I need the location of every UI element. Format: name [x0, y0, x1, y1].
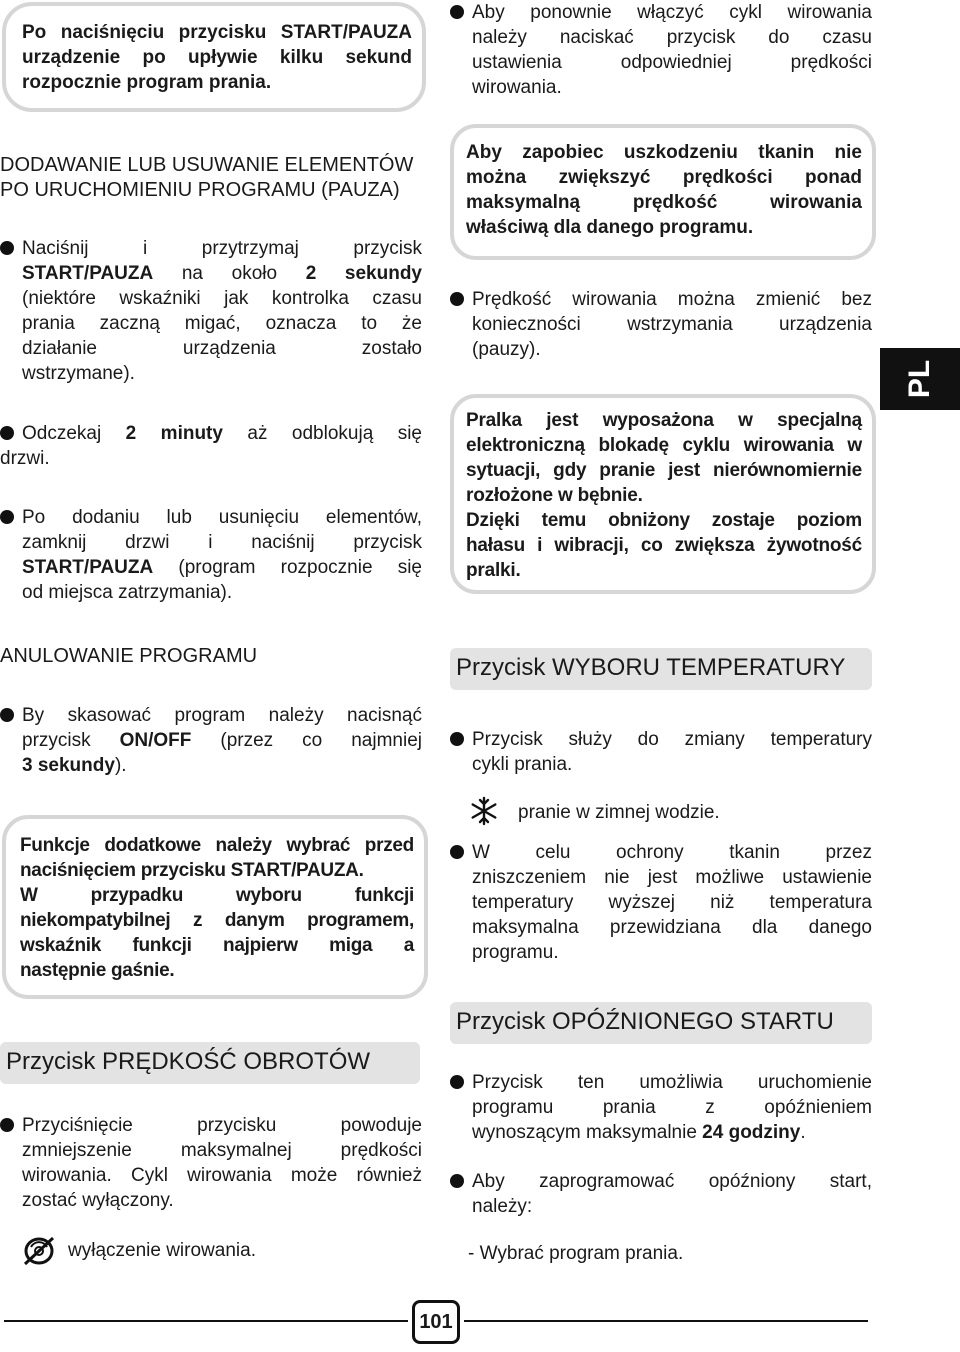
cold-wash-label: pranie w zimnej wodzie.	[518, 802, 720, 823]
bullet-icon	[0, 241, 14, 255]
bullet-icon	[0, 708, 14, 722]
delay-step-1: - Wybrać program prania.	[468, 1243, 684, 1264]
delay-heading: Przycisk OPÓŹNIONEGO STARTU	[450, 1002, 872, 1044]
footer-line-right	[464, 1320, 868, 1322]
speed-heading: Przycisk PRĘDKOŚĆ OBROTÓW	[0, 1042, 420, 1084]
language-tab: PL	[880, 348, 960, 410]
page-number: 101	[412, 1300, 460, 1344]
close-door-bullet: Po dodaniu lub usunięciu elementów, zamknij drzwi i naciśnij przycisk START/PAUZA (program rozpocznie się od miejsca zatrzymania).	[0, 505, 422, 605]
temperature-limit-bullet: W celu ochrony tkanin przez zniszczeniem nie jest możliwe ustawienie temperatury wyższej niż temperatura maksymalna przewidziana dla danego programu.	[450, 840, 872, 965]
start-info-box	[2, 2, 426, 112]
no-spin-icon	[22, 1236, 56, 1266]
bullet-icon	[0, 510, 14, 524]
delay-program-bullet: Aby zaprogramować opóźniony start, należy:	[450, 1169, 872, 1219]
start-info-text: Po naciśnięciu przycisku START/PAUZA urządzenie po upływie kilku sekund rozpocznie program prania.	[22, 22, 412, 93]
no-spin-label: wyłączenie wirowania.	[68, 1240, 256, 1261]
wait-door-bullet: Odczekaj 2 minuty aż odblokują się drzwi.	[0, 423, 422, 469]
footer-line-left	[4, 1320, 408, 1322]
unbalance-box: Pralka jest wyposażona w specjalną elektroniczną blokadę cyklu wirowania w sytuacji, gdy pranie jest nierównomiernie rozłożone w bębnie. Dzięki temu obniżony zostaje poziom hałasu i wibracji, co zwiększa żywotność pralki.	[450, 394, 876, 594]
bullet-icon	[0, 1118, 14, 1132]
restart-spin-bullet: Aby ponownie włączyć cykl wirowania należy naciskać przycisk do czasu ustawienia odpowiedniej prędkości wirowania.	[450, 0, 872, 100]
bullet-icon	[450, 1075, 464, 1089]
cancel-heading: ANULOWANIE PROGRAMU	[0, 645, 258, 667]
delay-bullet: Przycisk ten umożliwia uruchomienie programu prania z opóźnieniem wynoszącym maksymalnie 24 godziny.	[450, 1070, 872, 1145]
temperature-heading: Przycisk WYBORU TEMPERATURY	[450, 648, 872, 690]
add-remove-heading: DODAWANIE LUB USUWANIE ELEMENTÓW PO URUCHOMIENIU PROGRAMU (PAUZA)	[0, 154, 414, 201]
extra-functions-box: Funkcje dodatkowe należy wybrać przed naciśnięciem przycisku START/PAUZA. W przypadku wyboru funkcji niekompatybilnej z danym programem, wskaźnik funkcji najpierw miga a następnie gaśnie.	[2, 815, 428, 999]
temperature-bullet: Przycisk służy do zmiany temperatury cykli prania.	[450, 727, 872, 777]
bullet-icon	[450, 845, 464, 859]
hold-start-pause-bullet: Naciśnij i przytrzymaj przycisk START/PAUZA na około 2 sekundy (niektóre wskaźniki jak kontrolka czasu prania zaczną migać, oznacza to że działanie urządzenia zostało wstrzymane).	[0, 236, 422, 386]
snowflake-icon	[469, 796, 499, 826]
bullet-icon	[450, 5, 464, 19]
spin-change-bullet: Prędkość wirowania można zmienić bez konieczności wstrzymania urządzenia (pauzy).	[450, 287, 872, 362]
bullet-icon	[450, 292, 464, 306]
bullet-icon	[450, 1174, 464, 1188]
bullet-icon	[450, 732, 464, 746]
bullet-icon	[0, 426, 14, 440]
cancel-bullet: By skasować program należy nacisnąć przycisk ON/OFF (przez co najmniej 3 sekundy).	[0, 703, 422, 778]
speed-bullet: Przyciśnięcie przycisku powoduje zmniejszenie maksymalnej prędkości wirowania. Cykl wirowania może również zostać wyłączony.	[0, 1113, 422, 1213]
spin-warning-box: Aby zapobiec uszkodzeniu tkanin nie można zwiększyć prędkości ponad maksymalną prędkość wirowania właściwą dla danego programu.	[450, 124, 876, 260]
